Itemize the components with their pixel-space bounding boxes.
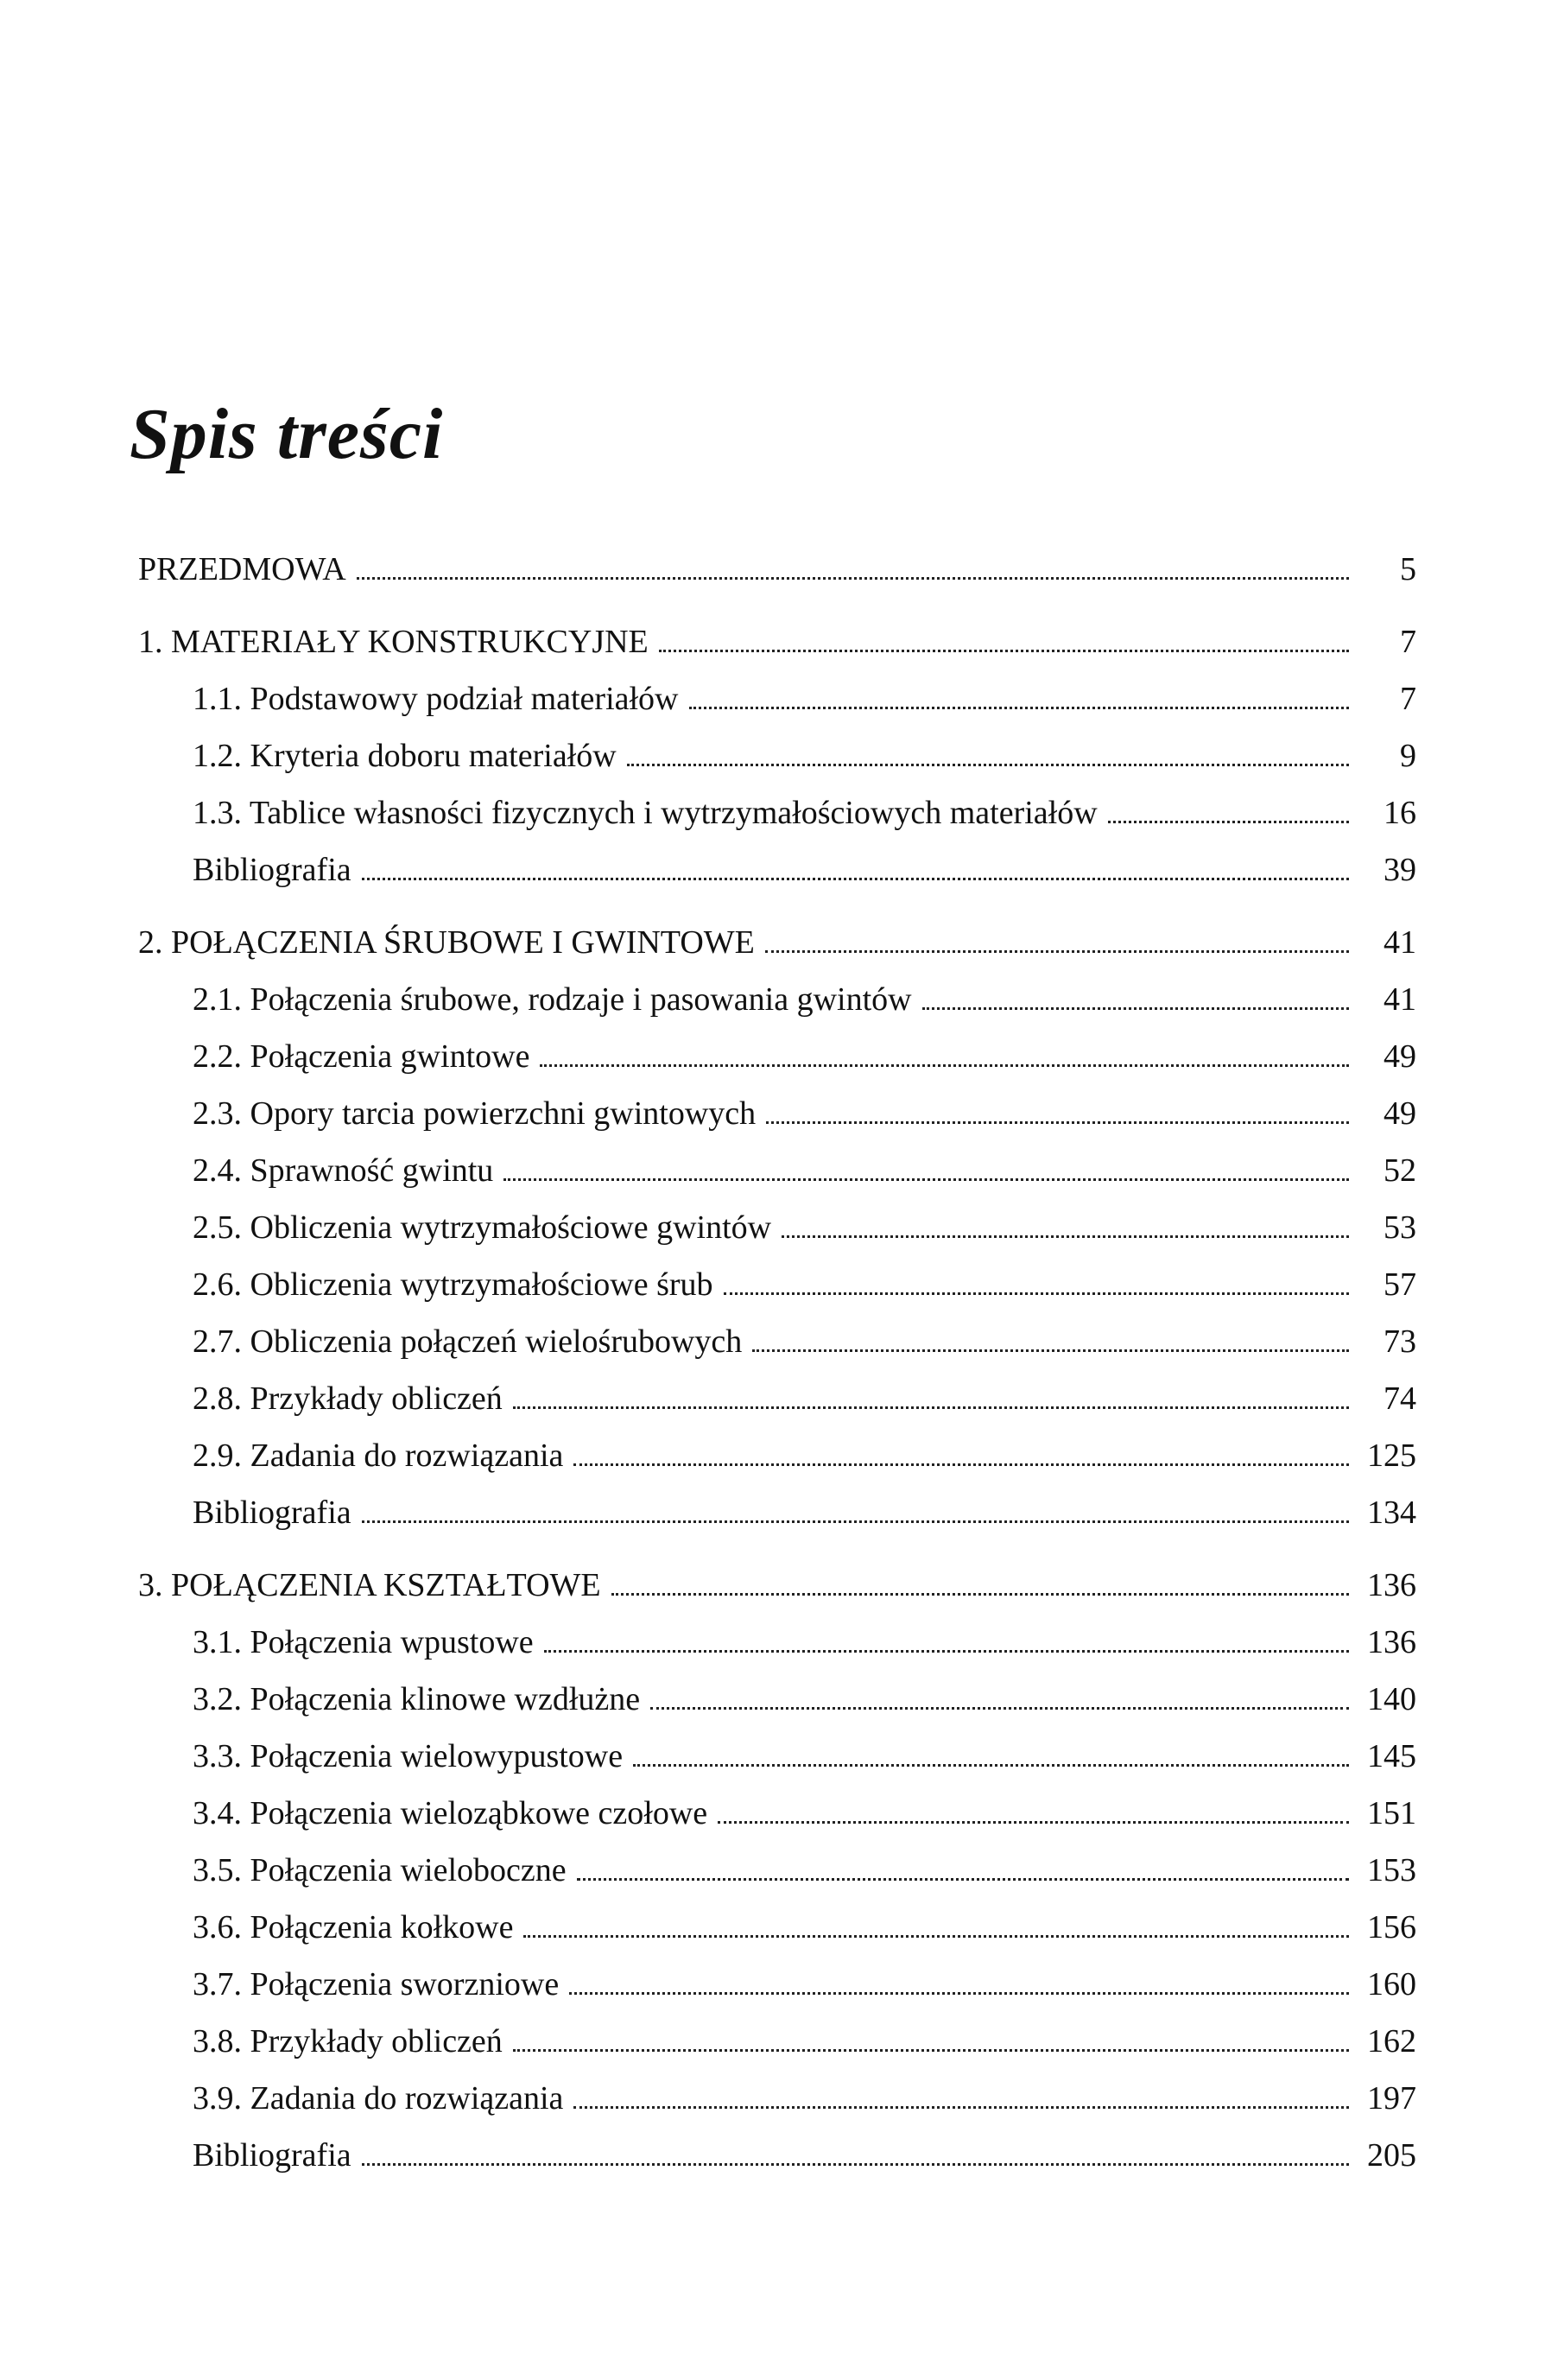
toc-entry-label: 1.2. Kryteria doboru materiałów — [193, 738, 617, 774]
toc-page-number: 73 — [1384, 1323, 1416, 1360]
toc-page-number: 5 — [1400, 551, 1416, 587]
toc-page-number: 162 — [1367, 2023, 1416, 2059]
dot-leader — [540, 1064, 1349, 1067]
toc-entry-label: 2.2. Połączenia gwintowe — [193, 1038, 530, 1075]
dot-leader — [627, 764, 1349, 766]
toc-entry-label: Bibliografia — [193, 1495, 351, 1531]
toc-page-number: 197 — [1367, 2080, 1416, 2117]
toc-chapter-entry — [138, 1545, 1416, 1602]
toc-entry-label: 3.2. Połączenia klinowe wzdłużne — [193, 1681, 641, 1717]
toc-entry-label: PRZEDMOWA — [138, 551, 346, 587]
toc-page-number: 156 — [1367, 1909, 1416, 1945]
toc-section-entry — [138, 772, 1416, 829]
scan-speck — [1254, 111, 1270, 116]
toc-section-entry — [138, 1830, 1416, 1887]
toc-entry-label: 2.6. Obliczenia wytrzymałościowe śrub — [193, 1266, 713, 1303]
toc-page-number: 7 — [1400, 681, 1416, 717]
toc-page-number: 16 — [1384, 795, 1416, 831]
toc-entry-label: 3.7. Połączenia sworzniowe — [193, 1966, 560, 2002]
toc-page-number: 52 — [1384, 1152, 1416, 1189]
page-title: Spis treści — [130, 394, 444, 475]
toc-page-number: 145 — [1367, 1738, 1416, 1774]
toc-page-number: 41 — [1384, 924, 1416, 961]
dot-leader — [513, 2049, 1349, 2052]
toc-page-number: 136 — [1367, 1567, 1416, 1603]
toc-page-number: 153 — [1367, 1852, 1416, 1888]
dot-leader — [362, 2163, 1349, 2166]
toc-entry-label: 3.4. Połączenia wieloząbkowe czołowe — [193, 1795, 708, 1831]
toc-section-entry — [138, 1073, 1416, 1130]
toc-entry-label: 3.9. Zadania do rozwiązania — [193, 2080, 564, 2117]
toc-page-number: 136 — [1367, 1624, 1416, 1660]
dot-leader — [569, 1992, 1349, 1995]
toc-page-number: 125 — [1367, 1438, 1416, 1474]
toc-chapter-entry — [138, 601, 1416, 658]
toc-entry-label: 2.9. Zadania do rozwiązania — [193, 1438, 564, 1474]
dot-leader — [1108, 821, 1349, 823]
toc-entry-label: 2. POŁĄCZENIA ŚRUBOWE I GWINTOWE — [138, 924, 755, 961]
dot-leader — [650, 1707, 1349, 1710]
toc-section-entry — [138, 1415, 1416, 1472]
dot-leader — [357, 577, 1349, 580]
toc-chapter-entry — [138, 529, 1416, 586]
toc-entry-label: 2.1. Połączenia śrubowe, rodzaje i pasowania gwintów — [193, 981, 912, 1018]
toc-page-number: 49 — [1384, 1095, 1416, 1132]
toc-page-number: 140 — [1367, 1681, 1416, 1717]
toc-entry-label: 3. POŁĄCZENIA KSZTAŁTOWE — [138, 1567, 601, 1603]
table-of-contents — [138, 529, 1416, 2172]
dot-leader — [633, 1764, 1349, 1767]
toc-section-entry — [138, 1602, 1416, 1659]
toc-chapter-entry — [138, 902, 1416, 959]
dot-leader — [573, 1463, 1349, 1466]
toc-section-entry — [138, 1659, 1416, 1716]
toc-entry-label: Bibliografia — [193, 852, 351, 888]
dot-leader — [766, 1121, 1349, 1124]
toc-section-entry — [138, 2058, 1416, 2115]
dot-leader — [718, 1821, 1349, 1824]
dot-leader — [752, 1349, 1349, 1352]
toc-section-entry — [138, 2115, 1416, 2172]
toc-section-entry — [138, 1887, 1416, 1944]
toc-entry-label: 1.1. Podstawowy podział materiałów — [193, 681, 679, 717]
dot-leader — [765, 950, 1349, 953]
toc-section-entry — [138, 829, 1416, 886]
toc-entry-label: 2.5. Obliczenia wytrzymałościowe gwintów — [193, 1209, 772, 1246]
toc-section-entry — [138, 1187, 1416, 1244]
toc-section-entry — [138, 1944, 1416, 2001]
dot-leader — [922, 1007, 1349, 1010]
toc-section-entry — [138, 1244, 1416, 1301]
toc-section-entry — [138, 1130, 1416, 1187]
toc-section-entry — [138, 1301, 1416, 1358]
toc-page-number: 160 — [1367, 1966, 1416, 2002]
toc-page-number: 7 — [1400, 624, 1416, 660]
toc-section-entry — [138, 1472, 1416, 1529]
toc-entry-label: 3.8. Przykłady obliczeń — [193, 2023, 503, 2059]
toc-entry-label: 2.7. Obliczenia połączeń wielośrubowych — [193, 1323, 743, 1360]
toc-section-entry — [138, 1716, 1416, 1773]
toc-entry-label: 3.6. Połączenia kołkowe — [193, 1909, 514, 1945]
dot-leader — [544, 1650, 1349, 1653]
toc-entry-label: 2.4. Sprawność gwintu — [193, 1152, 494, 1189]
dot-leader — [782, 1235, 1349, 1238]
toc-entry-label: Bibliografia — [193, 2137, 351, 2174]
toc-section-entry — [138, 715, 1416, 772]
toc-entry-label: 3.3. Połączenia wielowypustowe — [193, 1738, 624, 1774]
toc-entry-label: 2.8. Przykłady obliczeń — [193, 1380, 503, 1417]
toc-page-number: 151 — [1367, 1795, 1416, 1831]
toc-entry-label: 1. MATERIAŁY KONSTRUKCYJNE — [138, 624, 649, 660]
toc-page-number: 74 — [1384, 1380, 1416, 1417]
dot-leader — [659, 650, 1349, 652]
toc-section-entry — [138, 959, 1416, 1016]
toc-section-entry — [138, 658, 1416, 715]
toc-entry-label: 2.3. Opory tarcia powierzchni gwintowych — [193, 1095, 757, 1132]
dot-leader — [362, 1520, 1349, 1523]
dot-leader — [523, 1935, 1349, 1938]
toc-entry-label: 1.3. Tablice własności fizycznych i wytrzymałościowych materiałów — [193, 795, 1098, 831]
toc-section-entry — [138, 1016, 1416, 1073]
toc-page-number: 49 — [1384, 1038, 1416, 1075]
dot-leader — [503, 1178, 1349, 1181]
dot-leader — [689, 707, 1349, 709]
dot-leader — [577, 1878, 1349, 1881]
dot-leader — [724, 1292, 1349, 1295]
toc-section-entry — [138, 1358, 1416, 1415]
toc-page-number: 53 — [1384, 1209, 1416, 1246]
dot-leader — [611, 1593, 1349, 1596]
toc-entry-label: 3.5. Połączenia wieloboczne — [193, 1852, 567, 1888]
toc-entry-label: 3.1. Połączenia wpustowe — [193, 1624, 534, 1660]
toc-section-entry — [138, 2001, 1416, 2058]
toc-section-entry — [138, 1773, 1416, 1830]
toc-page-number: 41 — [1384, 981, 1416, 1018]
toc-page-number: 39 — [1384, 852, 1416, 888]
toc-page-number: 134 — [1367, 1495, 1416, 1531]
toc-page-number: 57 — [1384, 1266, 1416, 1303]
dot-leader — [513, 1406, 1349, 1409]
dot-leader — [573, 2106, 1349, 2109]
dot-leader — [362, 878, 1349, 880]
toc-page-number: 9 — [1400, 738, 1416, 774]
toc-page-number: 205 — [1367, 2137, 1416, 2174]
